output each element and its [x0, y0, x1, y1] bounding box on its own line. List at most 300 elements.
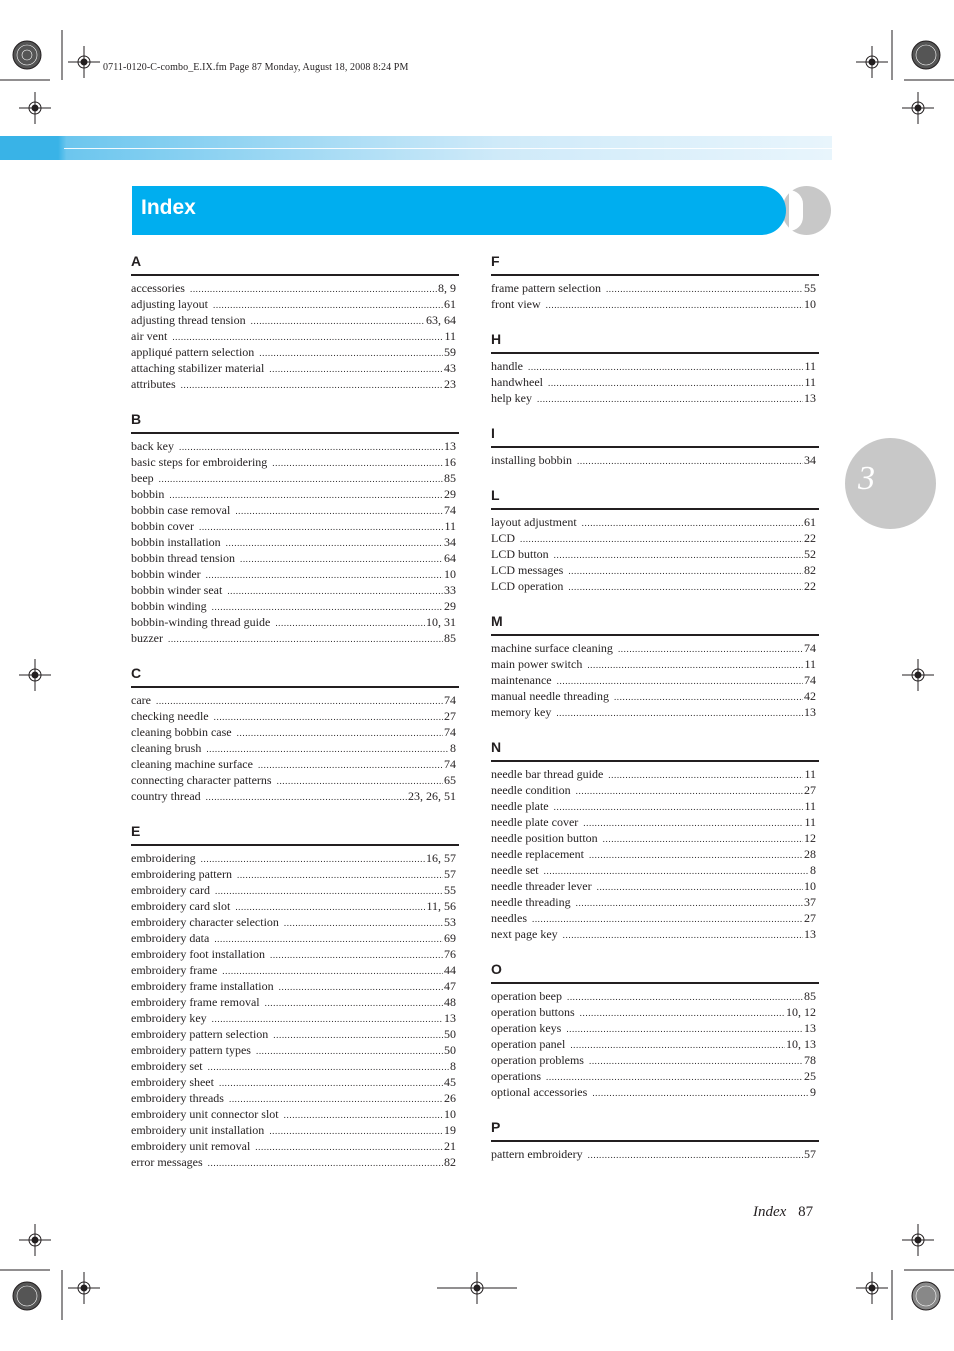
dot-leader — [214, 931, 443, 947]
dot-leader — [608, 767, 803, 783]
entry-term: needle replacement — [491, 847, 584, 861]
entry-pages: 11 — [804, 359, 816, 373]
top-color-band — [0, 136, 832, 160]
index-entry — [491, 766, 816, 782]
dot-leader — [544, 863, 809, 879]
index-entry — [131, 630, 456, 646]
index-entry — [131, 454, 456, 470]
index-section-a — [131, 252, 459, 392]
dot-leader — [269, 361, 443, 377]
entry-term: bobbin case removal — [131, 503, 231, 517]
dot-leader — [190, 281, 437, 297]
dot-leader — [219, 1075, 443, 1091]
entry-pages: 11 — [444, 329, 456, 343]
entry-term: attaching stabilizer material — [131, 361, 265, 375]
index-entry — [131, 994, 456, 1010]
index-section-b — [131, 410, 459, 646]
entry-term: embroidery unit removal — [131, 1139, 251, 1153]
entry-pages: 50 — [444, 1027, 456, 1041]
index-entry — [131, 1010, 456, 1026]
index-entry — [131, 692, 456, 708]
dot-leader — [181, 377, 443, 393]
entry-term: embroidery key — [131, 1011, 207, 1025]
dot-leader — [566, 1021, 803, 1037]
entry-term: optional accessories — [491, 1085, 588, 1099]
entry-term: embroidery card slot — [131, 899, 231, 913]
dot-leader — [284, 915, 443, 931]
entry-pages: 69 — [444, 931, 456, 945]
index-entry — [131, 486, 456, 502]
dot-leader — [255, 1139, 443, 1155]
dot-leader — [270, 947, 443, 963]
entry-pages: 9 — [810, 1085, 816, 1099]
entry-pages: 8 — [810, 863, 816, 877]
entry-pages: 13 — [804, 1021, 816, 1035]
index-entry — [131, 376, 456, 392]
index-entry — [491, 862, 816, 878]
index-entry — [131, 898, 456, 914]
entry-term: layout adjustment — [491, 515, 577, 529]
entry-pages: 74 — [804, 641, 816, 655]
entry-pages: 76 — [444, 947, 456, 961]
dot-leader — [583, 815, 803, 831]
dot-leader — [277, 773, 443, 789]
entry-term: needle plate — [491, 799, 549, 813]
entry-pages: 13 — [804, 927, 816, 941]
dot-leader — [229, 1091, 443, 1107]
index-entry — [131, 328, 456, 344]
entry-pages: 74 — [444, 725, 456, 739]
entry-pages: 11 — [804, 767, 816, 781]
index-entry — [131, 438, 456, 454]
dot-leader — [546, 297, 803, 313]
entry-pages: 21 — [444, 1139, 456, 1153]
entry-pages: 13 — [444, 1011, 456, 1025]
entry-term: needle threading — [491, 895, 571, 909]
index-entry — [491, 814, 816, 830]
index-entry — [131, 1154, 456, 1170]
index-entry — [131, 1058, 456, 1074]
entry-pages: 85 — [444, 631, 456, 645]
entry-term: LCD messages — [491, 563, 564, 577]
index-entry — [491, 782, 816, 798]
dot-leader — [273, 1027, 443, 1043]
entry-term: embroidery foot installation — [131, 947, 265, 961]
index-entry — [491, 656, 816, 672]
section-letter: I — [491, 424, 819, 448]
index-entry — [131, 788, 456, 804]
index-entry — [131, 502, 456, 518]
index-entry — [491, 1084, 816, 1100]
dot-leader — [235, 503, 443, 519]
entry-pages: 12 — [804, 831, 816, 845]
entry-pages: 11 — [804, 375, 816, 389]
index-section-o — [491, 960, 819, 1100]
dot-leader — [588, 1147, 803, 1163]
dot-leader — [258, 757, 443, 773]
entry-pages: 19 — [444, 1123, 456, 1137]
index-entry — [131, 518, 456, 534]
index-section-l — [491, 486, 819, 594]
entry-pages: 34 — [804, 453, 816, 467]
chapter-number: 3 — [858, 460, 875, 497]
entry-term: bobbin winding — [131, 599, 207, 613]
entry-term: embroidering — [131, 851, 196, 865]
dot-leader — [279, 979, 443, 995]
dot-leader — [226, 535, 443, 551]
entry-pages: 8 — [450, 741, 456, 755]
index-entry — [491, 1068, 816, 1084]
entry-term: operation problems — [491, 1053, 584, 1067]
dot-leader — [237, 725, 443, 741]
entry-term: adjusting layout — [131, 297, 208, 311]
entry-term: operation beep — [491, 989, 562, 1003]
index-entry — [491, 1036, 816, 1052]
index-entry — [131, 1026, 456, 1042]
index-section-c — [131, 664, 459, 804]
entry-term: embroidery threads — [131, 1091, 224, 1105]
index-entry — [131, 882, 456, 898]
dot-leader — [168, 631, 443, 647]
entry-pages: 8, 9 — [438, 281, 456, 295]
entry-term: cleaning machine surface — [131, 757, 253, 771]
index-entry — [491, 910, 816, 926]
index-entry — [491, 374, 816, 390]
entry-pages: 48 — [444, 995, 456, 1009]
dot-leader — [546, 1069, 803, 1085]
entry-term: installing bobbin — [491, 453, 572, 467]
index-entry — [131, 946, 456, 962]
dot-leader — [206, 741, 449, 757]
entry-pages: 43 — [444, 361, 456, 375]
dot-leader — [589, 1053, 803, 1069]
section-letter: C — [131, 664, 459, 688]
entry-pages: 25 — [804, 1069, 816, 1083]
dot-leader — [577, 453, 803, 469]
entry-term: cleaning bobbin case — [131, 725, 232, 739]
entry-term: handwheel — [491, 375, 543, 389]
index-entry — [131, 1106, 456, 1122]
section-letter: L — [491, 486, 819, 510]
entry-pages: 11 — [804, 657, 816, 671]
entry-pages: 55 — [804, 281, 816, 295]
section-letter: B — [131, 410, 459, 434]
entry-term: embroidery sheet — [131, 1075, 214, 1089]
entry-pages: 42 — [804, 689, 816, 703]
entry-term: bobbin-winding thread guide — [131, 615, 271, 629]
entry-term: needles — [491, 911, 527, 925]
index-entry — [491, 358, 816, 374]
index-entry — [131, 708, 456, 724]
entry-pages: 23 — [444, 377, 456, 391]
index-entry — [491, 672, 816, 688]
index-entry — [131, 566, 456, 582]
index-entry — [131, 360, 456, 376]
dot-leader — [582, 515, 803, 531]
section-letter: M — [491, 612, 819, 636]
index-entry — [491, 846, 816, 862]
entry-term: needle threader lever — [491, 879, 592, 893]
dot-leader — [212, 599, 443, 615]
entry-term: help key — [491, 391, 532, 405]
entry-pages: 11 — [804, 799, 816, 813]
dot-leader — [597, 879, 803, 895]
entry-pages: 8 — [450, 1059, 456, 1073]
entry-pages: 57 — [804, 1147, 816, 1161]
entry-pages: 85 — [444, 471, 456, 485]
index-entry — [131, 312, 456, 328]
entry-term: pattern embroidery — [491, 1147, 583, 1161]
index-entry — [491, 452, 816, 468]
entry-pages: 44 — [444, 963, 456, 977]
entry-term: embroidery pattern selection — [131, 1027, 269, 1041]
dot-leader — [156, 693, 443, 709]
entry-pages: 33 — [444, 583, 456, 597]
entry-term: machine surface cleaning — [491, 641, 613, 655]
index-entry — [131, 1090, 456, 1106]
entry-term: bobbin winder — [131, 567, 201, 581]
index-section-e — [131, 822, 459, 1170]
index-entry — [491, 878, 816, 894]
entry-pages: 22 — [804, 579, 816, 593]
entry-pages: 10, 13 — [786, 1037, 816, 1051]
entry-term: embroidering pattern — [131, 867, 232, 881]
entry-term: country thread — [131, 789, 201, 803]
section-letter: P — [491, 1118, 819, 1142]
dot-leader — [592, 1085, 809, 1101]
footer-label: Index — [753, 1204, 787, 1220]
dot-leader — [576, 895, 803, 911]
index-entry — [131, 550, 456, 566]
entry-pages: 28 — [804, 847, 816, 861]
entry-pages: 65 — [444, 773, 456, 787]
entry-pages: 74 — [444, 503, 456, 517]
dot-leader — [576, 783, 803, 799]
index-entry — [131, 772, 456, 788]
index-entry — [131, 1074, 456, 1090]
entry-term: embroidery frame — [131, 963, 218, 977]
entry-pages: 10, 12 — [786, 1005, 816, 1019]
entry-pages: 61 — [804, 515, 816, 529]
dot-leader — [235, 899, 425, 915]
entry-term: embroidery data — [131, 931, 210, 945]
entry-pages: 29 — [444, 599, 456, 613]
dot-leader — [528, 359, 803, 375]
index-entry — [131, 1138, 456, 1154]
entry-term: needle bar thread guide — [491, 767, 604, 781]
entry-pages: 52 — [804, 547, 816, 561]
index-section-m — [491, 612, 819, 720]
dot-leader — [537, 391, 803, 407]
entry-term: LCD — [491, 531, 515, 545]
entry-term: error messages — [131, 1155, 203, 1169]
dot-leader — [568, 563, 803, 579]
dot-leader — [589, 847, 803, 863]
entry-term: needle condition — [491, 783, 571, 797]
index-entry — [491, 894, 816, 910]
entry-pages: 53 — [444, 915, 456, 929]
entry-pages: 74 — [444, 693, 456, 707]
dot-leader — [532, 911, 803, 927]
entry-term: buzzer — [131, 631, 163, 645]
entry-term: embroidery card — [131, 883, 210, 897]
entry-term: attributes — [131, 377, 176, 391]
index-entry — [131, 962, 456, 978]
entry-term: bobbin winder seat — [131, 583, 223, 597]
page-footer — [753, 1204, 813, 1221]
entry-pages: 57 — [444, 867, 456, 881]
entry-pages: 10 — [804, 879, 816, 893]
entry-term: operation panel — [491, 1037, 566, 1051]
entry-pages: 13 — [444, 439, 456, 453]
dot-leader — [227, 583, 443, 599]
dot-leader — [570, 1037, 785, 1053]
entry-term: front view — [491, 297, 541, 311]
index-entry — [131, 582, 456, 598]
entry-term: bobbin — [131, 487, 165, 501]
dot-leader — [587, 657, 803, 673]
section-letter: A — [131, 252, 459, 276]
index-entry — [131, 1122, 456, 1138]
index-entry — [131, 470, 456, 486]
dot-leader — [179, 439, 443, 455]
entry-term: embroidery unit installation — [131, 1123, 265, 1137]
index-column-right — [491, 252, 819, 1180]
index-section-p — [491, 1118, 819, 1162]
entry-pages: 74 — [444, 757, 456, 771]
entry-pages: 47 — [444, 979, 456, 993]
entry-pages: 27 — [804, 911, 816, 925]
dot-leader — [269, 1123, 443, 1139]
dot-leader — [259, 345, 443, 361]
entry-term: handle — [491, 359, 523, 373]
dot-leader — [548, 375, 803, 391]
entry-term: bobbin thread tension — [131, 551, 235, 565]
dot-leader — [618, 641, 803, 657]
entry-pages: 11 — [444, 519, 456, 533]
entry-term: embroidery character selection — [131, 915, 279, 929]
section-letter: E — [131, 822, 459, 846]
index-entry — [491, 830, 816, 846]
dot-leader — [251, 313, 425, 329]
dot-leader — [284, 1107, 443, 1123]
entry-pages: 82 — [804, 563, 816, 577]
entry-pages: 85 — [804, 989, 816, 1003]
entry-pages: 13 — [804, 391, 816, 405]
index-section-i — [491, 424, 819, 468]
entry-term: embroidery set — [131, 1059, 203, 1073]
index-entry — [131, 280, 456, 296]
section-letter: F — [491, 252, 819, 276]
index-entry — [491, 1020, 816, 1036]
entry-pages: 34 — [444, 535, 456, 549]
dot-leader — [159, 471, 443, 487]
index-entry — [491, 1146, 816, 1162]
dot-leader — [554, 547, 803, 563]
title-bar — [132, 186, 786, 235]
dot-leader — [214, 709, 443, 725]
entry-pages: 27 — [444, 709, 456, 723]
entry-pages: 16, 57 — [426, 851, 456, 865]
dot-leader — [556, 705, 803, 721]
index-entry — [131, 978, 456, 994]
dot-leader — [265, 995, 443, 1011]
entry-pages: 61 — [444, 297, 456, 311]
index-entry — [491, 530, 816, 546]
entry-term: adjusting thread tension — [131, 313, 246, 327]
entry-term: next page key — [491, 927, 558, 941]
entry-pages: 59 — [444, 345, 456, 359]
entry-pages: 22 — [804, 531, 816, 545]
dot-leader — [606, 281, 803, 297]
index-entry — [131, 614, 456, 630]
section-letter: N — [491, 738, 819, 762]
dot-leader — [614, 689, 803, 705]
entry-pages: 55 — [444, 883, 456, 897]
index-entry — [131, 850, 456, 866]
index-entry — [491, 988, 816, 1004]
entry-pages: 10 — [444, 1107, 456, 1121]
entry-term: beep — [131, 471, 154, 485]
index-entry — [491, 704, 816, 720]
index-entry — [491, 640, 816, 656]
entry-term: connecting character patterns — [131, 773, 272, 787]
entry-pages: 37 — [804, 895, 816, 909]
index-entry — [131, 598, 456, 614]
dot-leader — [520, 531, 803, 547]
index-section-f — [491, 252, 819, 312]
dot-leader — [563, 927, 803, 943]
index-entry — [491, 296, 816, 312]
dot-leader — [169, 487, 443, 503]
dot-leader — [237, 867, 443, 883]
dot-leader — [568, 579, 803, 595]
entry-pages: 13 — [804, 705, 816, 719]
entry-pages: 29 — [444, 487, 456, 501]
entry-pages: 74 — [804, 673, 816, 687]
entry-term: embroidery pattern types — [131, 1043, 251, 1057]
entry-term: cleaning brush — [131, 741, 202, 755]
dot-leader — [172, 329, 443, 345]
entry-pages: 16 — [444, 455, 456, 469]
entry-term: air vent — [131, 329, 168, 343]
entry-term: LCD operation — [491, 579, 564, 593]
dot-leader — [272, 455, 443, 471]
dot-leader — [275, 615, 425, 631]
entry-pages: 78 — [804, 1053, 816, 1067]
entry-term: embroidery unit connector slot — [131, 1107, 279, 1121]
dot-leader — [199, 519, 443, 535]
index-entry — [131, 724, 456, 740]
entry-pages: 45 — [444, 1075, 456, 1089]
index-entry — [131, 296, 456, 312]
dot-leader — [256, 1043, 443, 1059]
entry-pages: 50 — [444, 1043, 456, 1057]
entry-term: basic steps for embroidering — [131, 455, 268, 469]
entry-term: bobbin cover — [131, 519, 194, 533]
entry-term: memory key — [491, 705, 552, 719]
index-entry — [131, 1042, 456, 1058]
entry-term: operation keys — [491, 1021, 562, 1035]
index-entry — [491, 280, 816, 296]
dot-leader — [222, 963, 443, 979]
entry-term: embroidery frame installation — [131, 979, 274, 993]
index-entry — [131, 756, 456, 772]
entry-pages: 11, 56 — [426, 899, 456, 913]
page-title: Index — [141, 196, 196, 219]
entry-term: accessories — [131, 281, 185, 295]
entry-pages: 10 — [804, 297, 816, 311]
